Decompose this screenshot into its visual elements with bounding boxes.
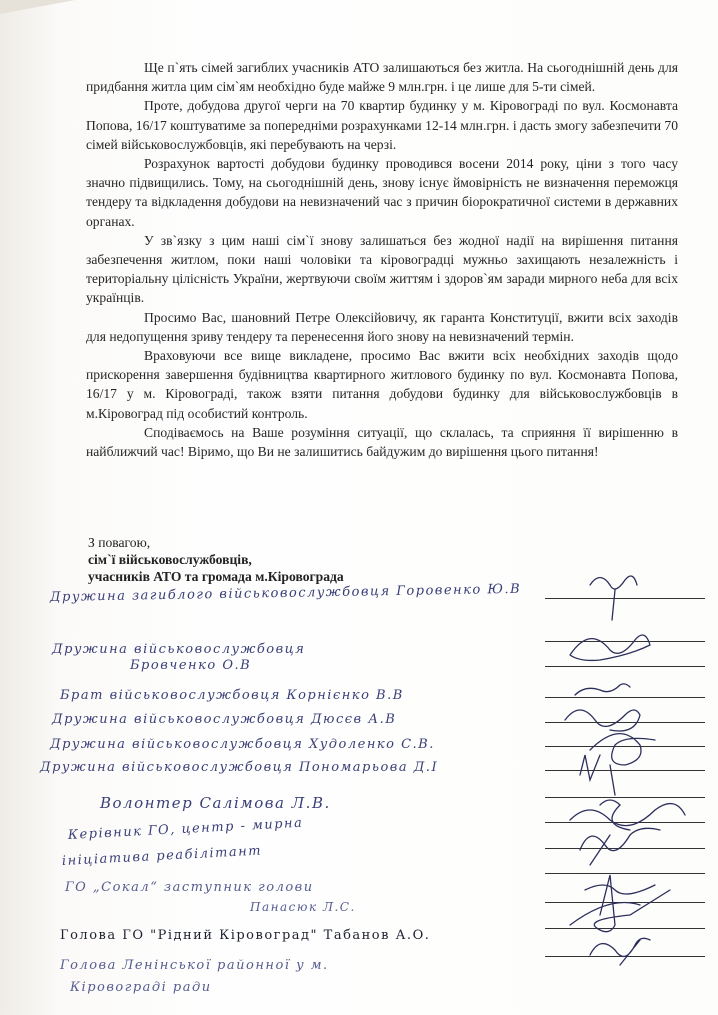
signatory-line: Бровченко О.В [130,658,252,673]
signatory-line: Голова ГО "Рідний Кіровоград" Табанов А.О. [60,928,431,943]
signatory-line: Брат військовослужбовця Корнієнко В.В [60,688,404,703]
signature [565,710,640,731]
signature [570,635,650,660]
signature [590,576,637,620]
signatory-line: Керівник ГО, центр - мирна [67,815,304,843]
signatory-line: Кіровограді ради [70,980,212,995]
signatory-line: Дружина військовослужбовця Худоленко С.В. [50,737,435,752]
page-fold [0,0,75,14]
signatory-line: Дружина загиблого військовослужбовця Горовенко Ю.В [49,581,522,605]
signature [575,684,630,695]
signatory-line: Волонтер Салімова Л.В. [100,794,331,812]
signature [580,828,660,865]
signatory-line: ГО „Сокал“ заступник голови [65,880,314,895]
paragraph: У зв`язку з цим наші сім`ї знову залишаться без жодної надії на вирішення питання забезпечення житлом, поки наші чоловіки та кіровоградці мужньо захищають незалежність і територіальну цілісність України, жертвуючи своїм життям і здоров`ям заради мирного неба для всіх українців. [86,232,678,306]
signature [570,875,670,932]
paragraph: Проте, добудова другої черги на 70 квартир будинку у м. Кіровограді по вул. Космонавта Попова, 16/17 коштуватиме за попередніми розрахунками 12-14 млн.грн. і дасть змогу забезпечити 70 сімей військовослужбовців, які перебувають на черзі. [86,98,678,152]
signatory-line: Панасюк Л.С. [250,900,356,914]
signature [590,734,655,765]
signatory-line: Дружина військовослужбовця Дюсєв А.В [52,712,397,727]
signature [570,804,685,826]
letter-body [86,58,678,461]
closing-line-2: учасників АТО та громада м.Кіровограда [88,569,344,584]
signatory-line: ініціатива реабілітант [61,843,263,869]
closing-block [88,534,344,585]
paragraph: Розрахунок вартості добудови будинку проводився восени 2014 року, ціни з того часу значно підвищились. Тому, на сьогоднішній день, знову існує ймовірність не визначення переможця тендеру та відкладення добудови на невизначений час з причин біорократичної системи в державних органах. [86,156,678,229]
paragraph: Сподіваємось на Ваше розуміння ситуації, що склалась, та сприяння її вирішенню в найближчий час! Віримо, що Ви не залишитись байдужим до вирішення цього питання! [86,424,678,460]
signatory-line: Голова Ленінської районної у м. [60,958,329,973]
signatory-line: Дружина військовослужбовця Пономарьова Д.І [40,760,439,775]
signature [585,885,655,894]
paragraph: Просимо Вас, шановний Петре Олексійовичу, як гаранта Конституції, вжити всіх заходів для недопущення зриву тендеру та перенесення його знову на невизначений термін. [86,309,678,344]
signature-scribbles [560,565,710,995]
signature [590,938,650,965]
closing-greeting: З повагою, [88,535,151,550]
paragraph: Враховуючи все вище викладене, просимо Вас вжити всіх необхідних заходів щодо прискорення завершення будівництва квартирного житлового будинку по вул. Космонавта Попова, 16/17 у м. Кіровограді, також взяти питання добудови будинку для військовослужбовців в м.Кіровоград під особистий контроль. [86,348,678,421]
paragraph: Ще п`ять сімей загиблих учасників АТО залишаються без житла. На сьогоднішній день для придбання житла цим сім`ям необхідно буде майже 9 млн.грн. і це лише для 5-ти сімей. [86,60,678,95]
signatory-line: Дружина військовослужбовця [52,642,306,657]
closing-line-1: сім`ї військовослужбовців, [88,552,252,567]
signature [580,755,615,795]
